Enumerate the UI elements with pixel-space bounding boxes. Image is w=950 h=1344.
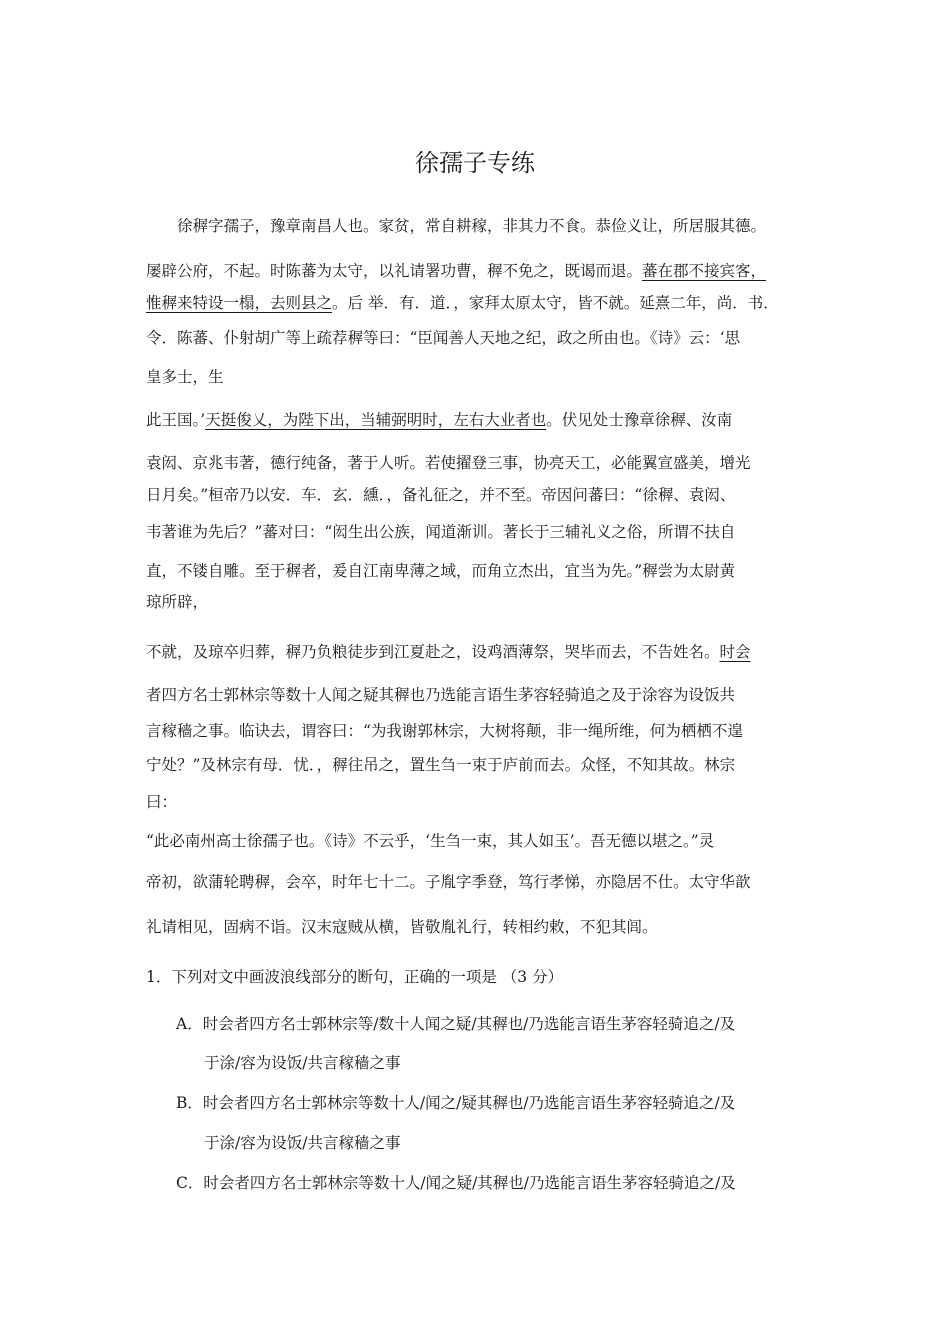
passage-line [146, 719, 743, 743]
option-b-line-1: B．时会者四方名士郭林宗等数十人/闻之/疑其稺也/乃选能言语生茅容轻骑追之/及 [176, 1094, 736, 1112]
text-segment: “此必南州高士徐孺子也。《诗》不云乎，‘生刍一束，其人如玉’。吾无德以堪之。”灵 [146, 832, 715, 850]
text-segment: 宁处？”及林宗有母．忧．，稺往吊之，置生刍一束于庐前而去。众怪，不知其故。林宗 [146, 756, 736, 774]
text-segment: 此王国。’ [146, 411, 206, 429]
text-segment: 琼所辟， [146, 593, 209, 611]
underlined-text: 时会 [719, 643, 751, 661]
text-segment: 。伏见处士豫章徐稺、汝南 [546, 411, 733, 429]
text-segment: 帝初，欲蒲轮聘稺，会卒，时年七十二。子胤字季登，笃行孝悌，亦隐居不仕。太守华歆 [146, 873, 751, 891]
passage-line [146, 259, 766, 283]
text-segment: 言稼穑之事。临诀去，谓容曰：“为我谢郭林宗，大树将颠，非一绳所维，何为栖栖不遑 [146, 722, 743, 740]
text-segment: 者四方名士郭林宗等数十人闻之疑其稺也乃选能言语生茅容轻骑追之及于涂容为设饭共 [146, 686, 736, 704]
text-segment: 日月矣。”桓帝乃以安．车．玄．纁．，备礼征之，并不至。帝因问蕃曰：“徐稺、袁闳、 [146, 486, 736, 504]
passage-line [146, 326, 740, 350]
passage-line [146, 870, 751, 894]
passage-line [146, 559, 735, 583]
passage-line [146, 291, 779, 315]
passage-line [146, 590, 208, 614]
passage-line [146, 483, 735, 507]
text-segment: 礼请相见，固病不诣。汉末寇贼从横，皆敬胤礼行，转相约敕，不犯其闾。 [146, 918, 658, 936]
text-segment: 皇多士，生 [146, 368, 224, 386]
underlined-text: 天挺俊乂，为陛下出，当辅弼明时，左右大业者也 [205, 411, 547, 429]
text-segment: 直，不镂自雕。至于稺者，爰自江南卑薄之域，而角立杰出，宜当为先。”稺尝为太尉黄 [146, 562, 736, 580]
text-segment: 徐稺字孺子，豫章南昌人也。家贫，常自耕稼，非其力不食。恭俭义让，所居服其德。 [146, 217, 767, 235]
text-segment: 曰： [146, 793, 178, 811]
passage-line [146, 915, 658, 939]
passage-line [146, 214, 766, 238]
text-segment: 。后 举．有．道．，家拜太原太守，皆不就。延熹二年，尚．书． [332, 294, 779, 312]
page-title: 徐孺子专练 [415, 149, 535, 177]
text-segment: 袁闳、京兆韦著，德行纯备，著于人听。若使擢登三事，协亮天工，必能翼宣盛美，增光 [146, 454, 751, 472]
passage-line [146, 408, 732, 432]
passage-line [146, 451, 751, 475]
option-b-line-2: 于涂/容为设饭/共言稼穑之事 [204, 1134, 401, 1152]
passage-line [146, 520, 735, 544]
text-segment: 令．陈蕃、仆射胡广等上疏荐稺等曰：“臣闻善人天地之纪，政之所由也。《诗》云：‘思 [146, 329, 741, 347]
text-segment: 韦著谁为先后？”蕃对曰：“闳生出公族，闻道渐训。著长于三辅礼义之俗，所谓不扶自 [146, 523, 736, 541]
text-segment: 屡辟公府，不起。时陈蕃为太守，以礼请署功曹，稺不免之，既谒而退。 [146, 262, 643, 280]
passage-line [146, 753, 735, 777]
option-a-line-2: 于涂/容为设饭/共言稼穑之事 [204, 1054, 401, 1072]
option-c-line-1: C．时会者四方名士郭林宗等数十人/闻之疑/其稺也/乃选能言语生茅容轻骑追之/及 [176, 1174, 736, 1192]
passage-line [146, 365, 224, 389]
underlined-text: 蕃在郡不接宾客， [642, 262, 767, 280]
passage-line [146, 829, 714, 853]
question-1: 1．下列对文中画波浪线部分的断句，正确的一项是 （3 分） [146, 968, 564, 986]
option-a-line-1: A．时会者四方名士郭林宗等/数十人闻之疑/其稺也/乃选能言语生茅容轻骑追之/及 [176, 1015, 736, 1033]
passage-line [146, 683, 735, 707]
passage-line [146, 640, 751, 664]
text-segment: 不就，及琼卒归葬，稺乃负粮徒步到江夏赴之，设鸡酒薄祭，哭毕而去，不告姓名。 [146, 643, 720, 661]
passage-line [146, 790, 177, 814]
underlined-text: 惟稺来特设一榻，去则县之 [146, 294, 333, 312]
